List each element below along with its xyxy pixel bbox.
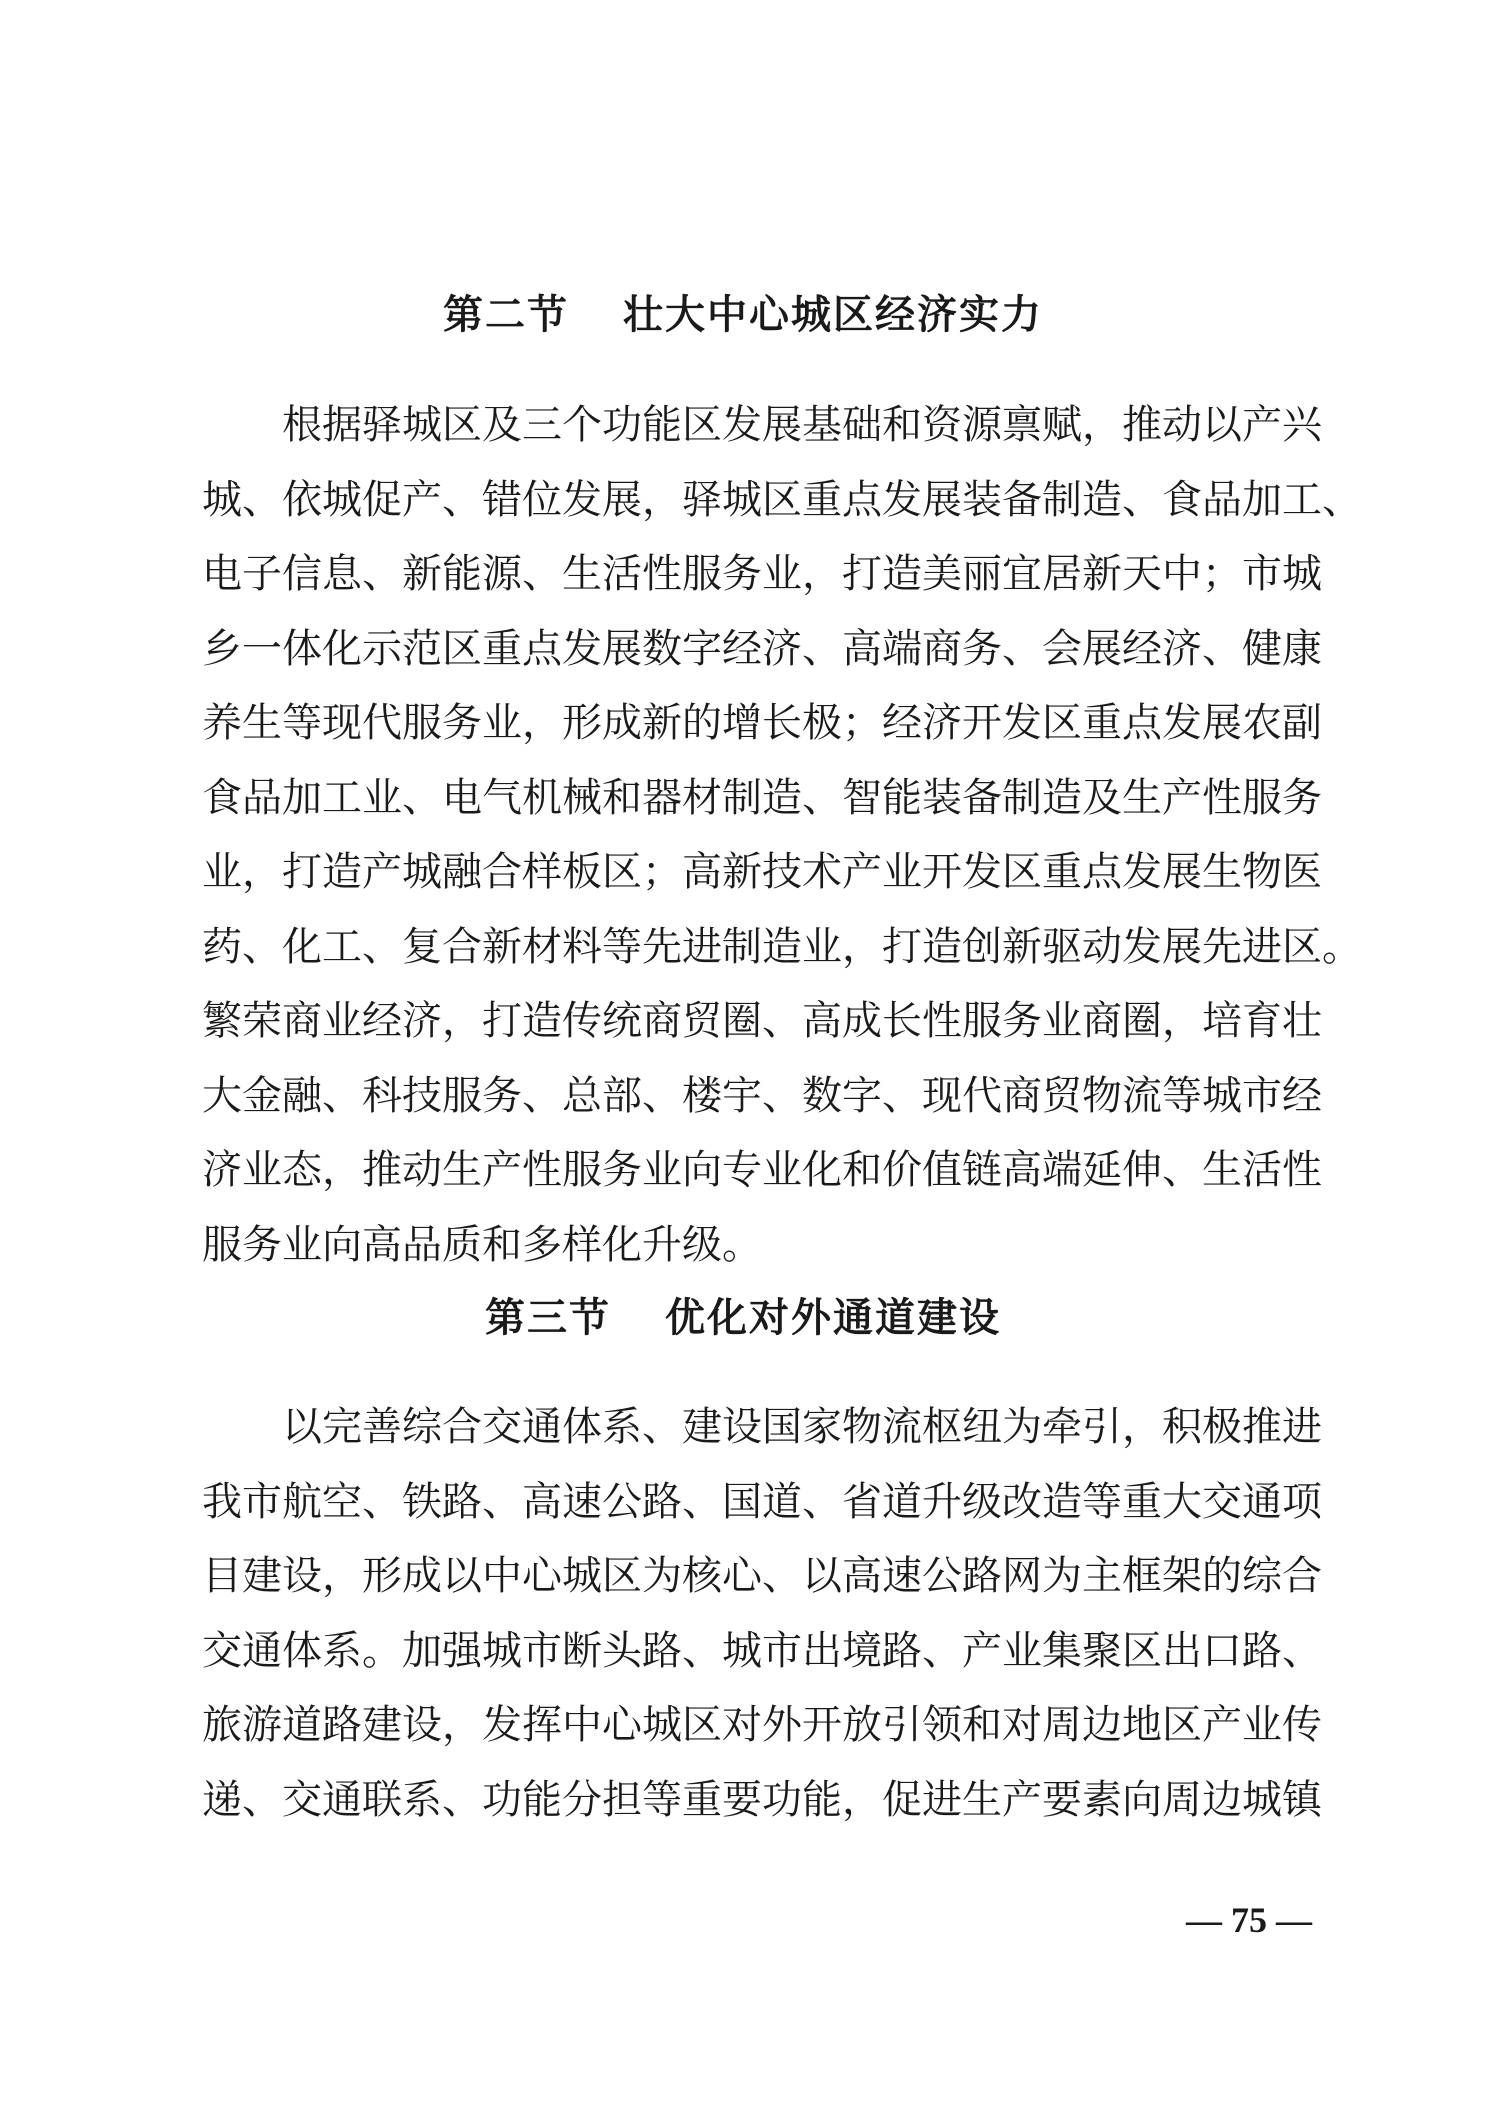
section-heading-2 (0, 290, 1486, 340)
paragraph-line: 大金融、科技服务、总部、楼宇、数字、现代商贸物流等城市经 (202, 1072, 1322, 1119)
paragraph-line: 繁荣商业经济，打造传统商贸圈、高成长性服务业商圈，培育壮 (202, 998, 1322, 1044)
section-title: 优化对外通道建设 (665, 1295, 1001, 1341)
paragraph-line: 济业态，推动生产性服务业向专业化和价值链高端延伸、生活性 (202, 1147, 1322, 1193)
paragraph-line: 食品加工业、电气机械和器材制造、智能装备制造及生产性服务 (202, 774, 1322, 821)
page-number: — 75 — (1186, 1900, 1312, 1940)
paragraph-line: 我市航空、铁路、高速公路、国道、省道升级改造等重大交通项 (202, 1478, 1322, 1525)
paragraph-line: 养生等现代服务业，形成新的增长极；经济开发区重点发展农副 (202, 700, 1322, 746)
paragraph-line: 药、化工、复合新材料等先进制造业，打造创新驱动发展先进区。 (202, 923, 1362, 970)
paragraph-line: 城、依城促产、错位发展，驿城区重点发展装备制造、食品加工、 (202, 476, 1362, 523)
section-title: 壮大中心城区经济实力 (623, 292, 1043, 338)
paragraph-line: 旅游道路建设，发挥中心城区对外开放引领和对周边地区产业传 (202, 1702, 1322, 1748)
section-number: 第三节 (485, 1295, 611, 1341)
paragraph-line: 以完善综合交通体系、建设国家物流枢纽为牵引，积极推进 (282, 1404, 1322, 1450)
paragraph-line: 递、交通联系、功能分担等重要功能，促进生产要素向周边城镇 (202, 1776, 1322, 1823)
paragraph-line: 服务业向高品质和多样化升级。 (202, 1221, 762, 1268)
paragraph-line: 电子信息、新能源、生活性服务业，打造美丽宜居新天中；市城 (202, 551, 1322, 597)
paragraph-line: 业，打造产城融合样板区；高新技术产业开发区重点发展生物医 (202, 849, 1322, 895)
section-heading-3 (0, 1293, 1486, 1343)
paragraph-section-2 (202, 388, 1362, 1282)
paragraph-line: 目建设，形成以中心城区为核心、以高速公路网为主框架的综合 (202, 1553, 1322, 1599)
paragraph-line: 根据驿城区及三个功能区发展基础和资源禀赋，推动以产兴 (282, 402, 1322, 448)
paragraph-line: 乡一体化示范区重点发展数字经济、高端商务、会展经济、健康 (202, 625, 1322, 672)
paragraph-line: 交通体系。加强城市断头路、城市出境路、产业集聚区出口路、 (202, 1627, 1322, 1674)
section-number: 第二节 (443, 292, 569, 338)
paragraph-section-3 (202, 1390, 1322, 1837)
